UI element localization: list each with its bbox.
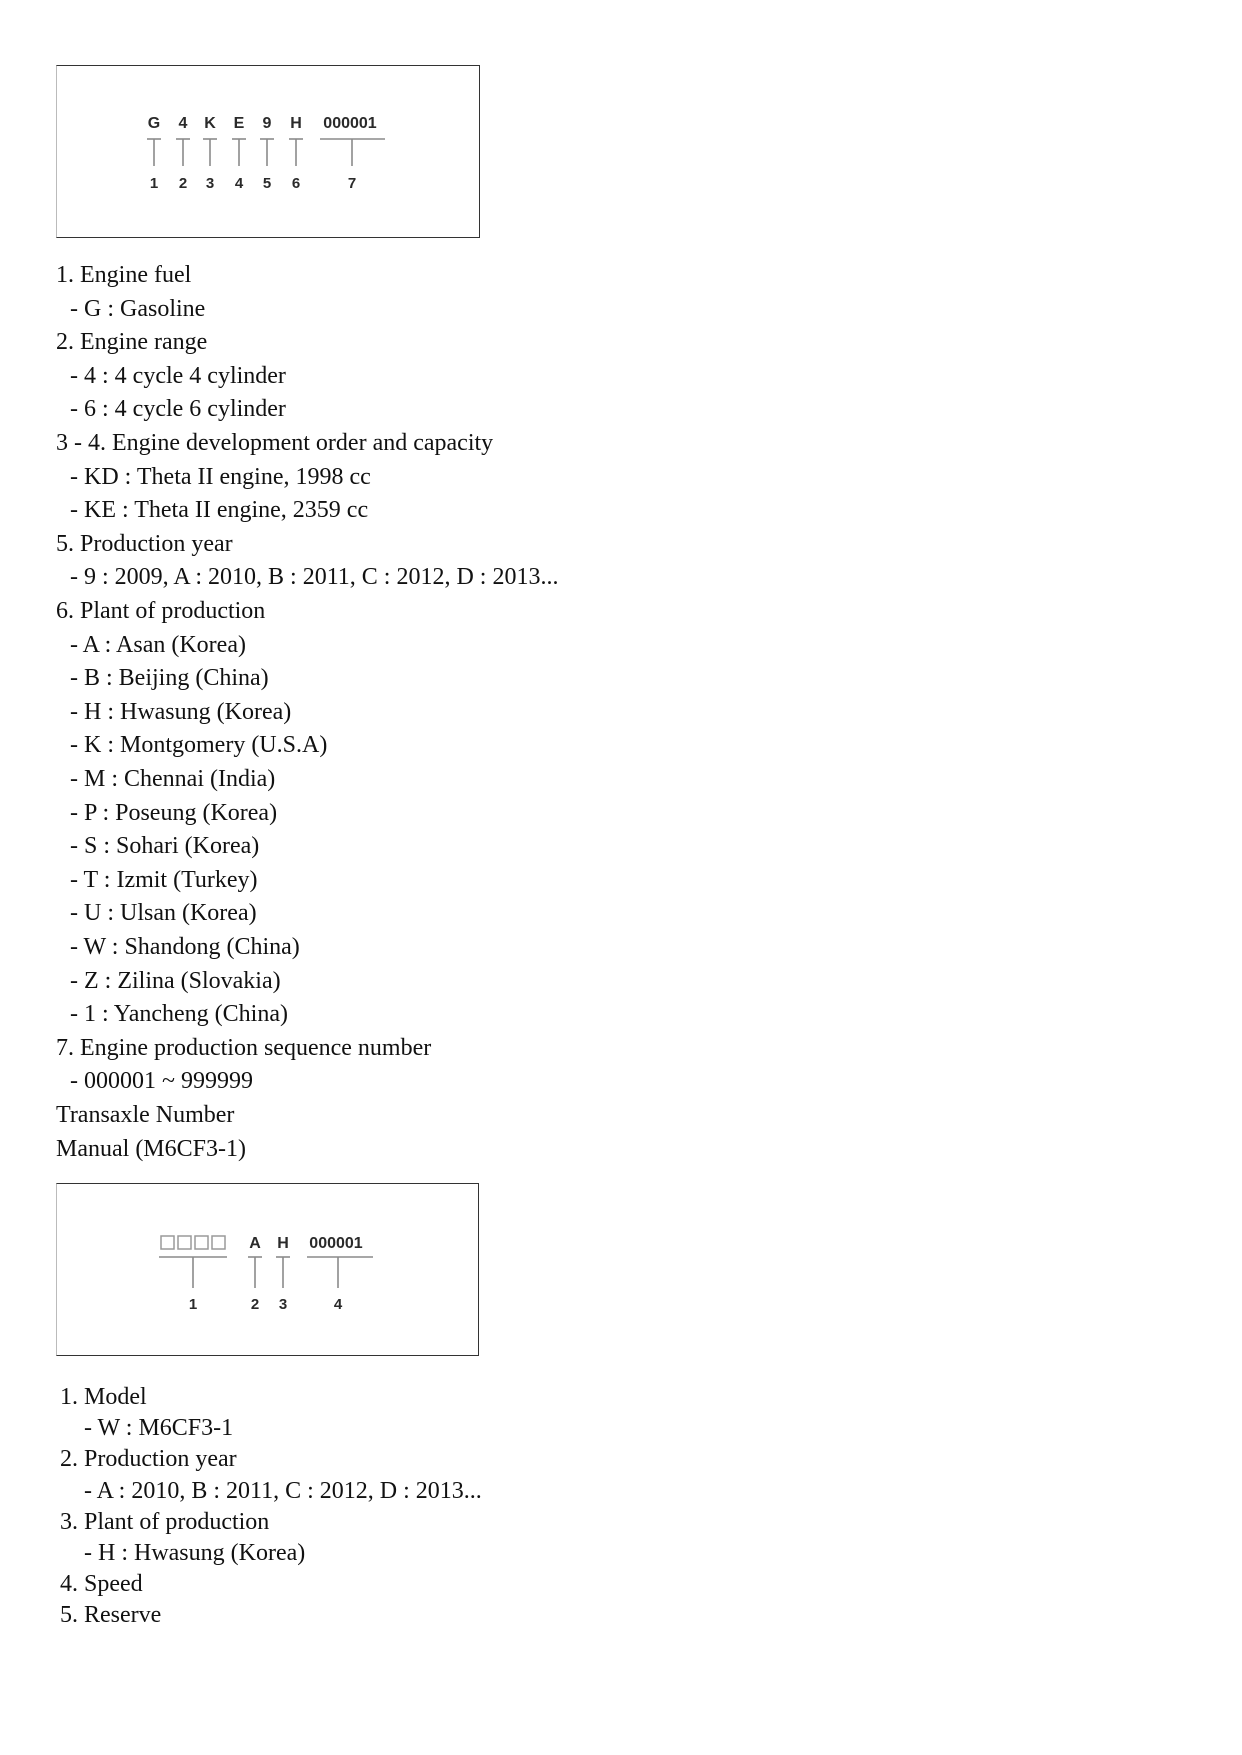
engine-code-char: 9 [262,115,272,132]
transaxle-position-number: 4 [333,1296,343,1313]
transaxle-list-heading-line: 2. Production year [60,1446,237,1473]
transaxle-position-number: 1 [188,1296,198,1313]
engine-code-char: 4 [178,115,188,132]
engine-list-value-line: - U : Ulsan (Korea) [70,900,257,927]
transaxle-code-char: A [249,1235,261,1252]
engine-list-heading-line: Transaxle Number [56,1102,235,1128]
engine-list-heading-line: 7. Engine production sequence number [56,1034,432,1061]
engine-position-number: 3 [205,175,215,192]
engine-list-heading-line: 2. Engine range [56,329,208,356]
model-code-box [195,1236,208,1249]
engine-list-value-line: - G : Gasoline [70,295,206,322]
transaxle-list-heading-line: 4. Speed [60,1571,143,1598]
transaxle-number-svg [57,1184,480,1357]
engine-list-value-line: - K : Montgomery (U.S.A) [70,732,328,759]
transaxle-code-char: H [277,1235,289,1252]
transaxle-list-heading-line: 3. Plant of production [60,1508,270,1535]
engine-number-svg [57,66,481,239]
engine-list-value-line: - P : Poseung (Korea) [70,799,278,826]
engine-list-value-line: - KD : Theta II engine, 1998 cc [70,463,371,490]
engine-number-diagram [56,65,480,238]
engine-list-value-line: - M : Chennai (India) [70,766,276,792]
transaxle-list-heading-line: 5. Reserve [60,1602,162,1629]
engine-list-value-line: - 4 : 4 cycle 4 cylinder [70,362,286,389]
engine-position-number: 2 [178,175,188,192]
transaxle-list-value-line: - A : 2010, B : 2011, C : 2012, D : 2013... [84,1477,482,1504]
engine-list-value-line: - W : Shandong (China) [70,934,300,960]
model-code-box [161,1236,174,1249]
engine-list-value-line: - T : Izmit (Turkey) [70,866,258,893]
engine-list-value-line: - H : Hwasung (Korea) [70,698,292,725]
engine-list-heading-line: 5. Production year [56,530,233,557]
engine-code-char: K [204,115,216,132]
engine-list-value-line: - 000001 ~ 999999 [70,1068,253,1095]
engine-code-char: G [147,115,161,132]
model-code-box [178,1236,191,1249]
engine-list-value-line: - S : Sohari (Korea) [70,833,260,860]
engine-list-heading-line: 3 - 4. Engine development order and capacity [56,430,494,456]
engine-position-number: 5 [262,175,272,192]
engine-list-value-line: - KE : Theta II engine, 2359 cc [70,497,369,524]
transaxle-number-diagram [56,1183,479,1356]
transaxle-list-heading-line: 1. Model [60,1384,147,1410]
transaxle-serial-code: 000001 [309,1235,363,1252]
engine-list-heading-line: Manual (M6CF3-1) [56,1135,246,1162]
transaxle-list-value-line: - H : Hwasung (Korea) [84,1540,306,1566]
transaxle-position-number: 3 [278,1296,288,1313]
engine-list-value-line: - Z : Zilina (Slovakia) [70,967,281,994]
engine-list-value-line: - 1 : Yancheng (China) [70,1001,288,1028]
engine-list-value-line: - B : Beijing (China) [70,665,269,692]
model-code-box [212,1236,225,1249]
engine-position-number: 6 [291,175,301,192]
engine-list-value-line: - 9 : 2009, A : 2010, B : 2011, C : 2012, D : 2013... [70,564,559,591]
engine-list-value-line: - A : Asan (Korea) [70,631,246,658]
engine-code-char: H [290,115,302,132]
transaxle-list-value-line: - W : M6CF3-1 [84,1415,234,1442]
engine-position-number: 4 [234,175,244,192]
engine-serial-code: 000001 [323,115,377,132]
transaxle-position-number: 2 [250,1296,260,1313]
engine-list-heading-line: 1. Engine fuel [56,262,192,288]
engine-list-heading-line: 6. Plant of production [56,598,266,624]
engine-position-number: 1 [149,175,159,192]
engine-list-value-line: - 6 : 4 cycle 6 cylinder [70,396,286,423]
engine-position-number: 7 [347,175,357,192]
engine-code-char: E [233,115,245,132]
